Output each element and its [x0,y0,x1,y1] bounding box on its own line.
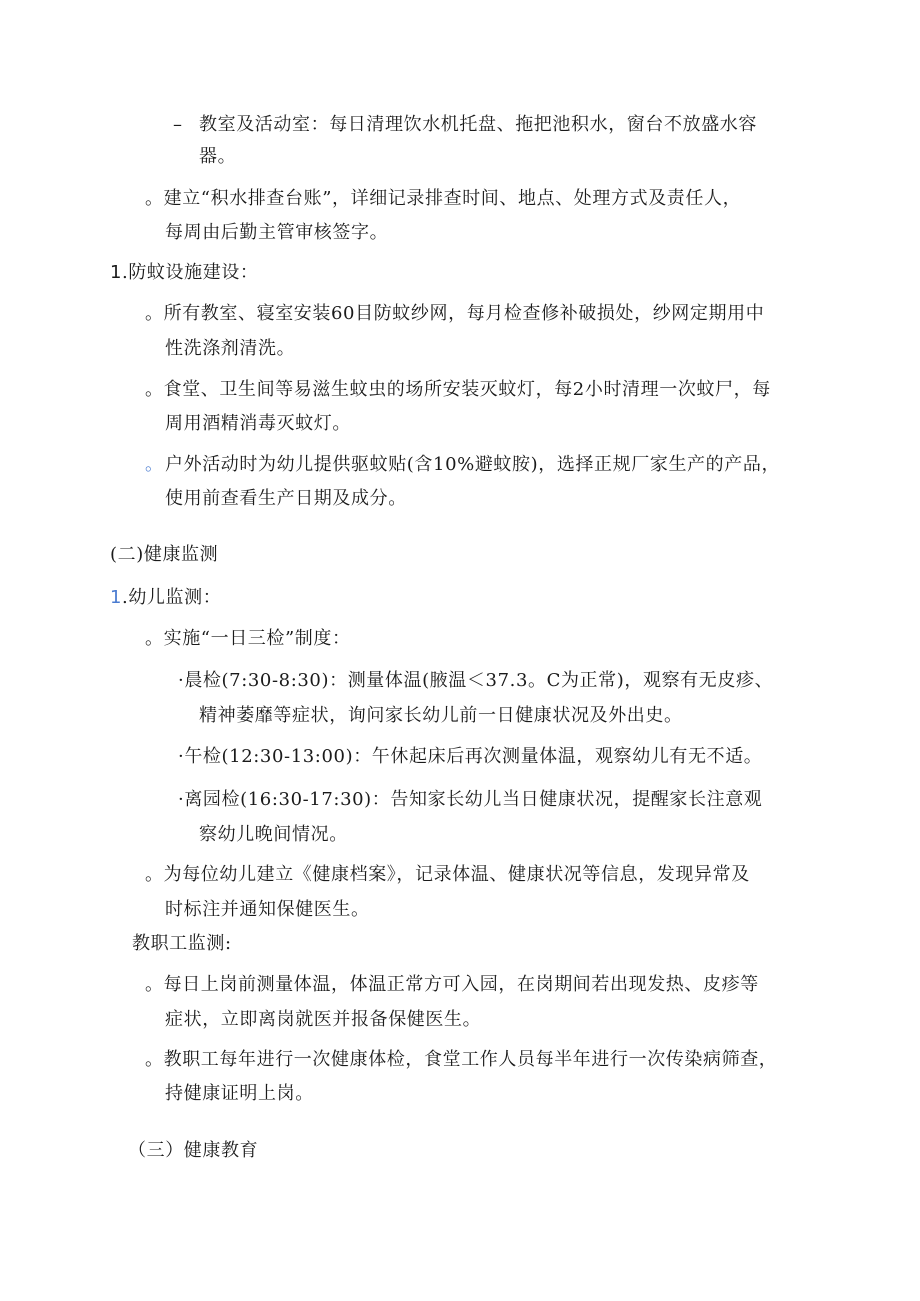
bullet-staff-checkup-cont: 持健康证明上岗。 [165,1083,314,1104]
check-morning-cont: 精神萎靡等症状，询问家长幼儿前一日健康状况及外出史。 [199,705,683,726]
paragraph-classroom-cont: 器。 [199,146,237,167]
bullet-health-record: 。为每位幼儿建立《健康档案》，记录体温、健康状况等信息，发现异常及 [145,864,750,885]
bullet-screen-net: 。所有教室、寝室安装60目防蚊纱网，每月检查修补破损处，纱网定期用中 [145,303,765,324]
bullet-screen-net-cont: 性洗涤剂清洗。 [165,338,296,359]
paragraph-ledger-cont: 每周由后勤主管审核签字。 [165,222,389,243]
heading-number: 1 [110,587,123,608]
section-title-health-education: （三）健康教育 [128,1140,259,1161]
bullet-repellent-cont: 使用前查看生产日期及成分。 [165,488,407,509]
heading-child-monitoring: .幼儿监测： [122,587,222,608]
bullet-repellent: 户外活动时为幼儿提供驱蚊贴(含10%避蚊胺)，选择正规厂家生产的产品， [165,454,781,475]
bullet-staff-temperature: 。每日上岗前测量体温，体温正常方可入园，在岗期间若出现发热、皮疹等 [145,974,759,995]
check-leaving-cont: 察幼儿晚间情况。 [199,824,348,845]
dash-marker: – [173,114,183,135]
heading-number: 1 [110,262,123,283]
section-title-health-monitoring: (二)健康监测 [110,544,219,565]
check-leaving: ·离园检(16:30-17:30)：告知家长幼儿当日健康状况，提醒家长注意观 [178,789,763,810]
heading-staff-monitoring: 教职工监测: [132,933,232,954]
paragraph-ledger: 。建立“积水排查台账”，详细记录排查时间、地点、处理方式及责任人， [145,188,742,209]
bullet-lamp: 。食堂、卫生间等易滋生蚊虫的场所安装灭蚊灯，每2小时清理一次蚊尸，每 [145,379,771,400]
heading-mosquito-facility: .防蚊设施建设： [122,262,259,283]
bullet-health-record-cont: 时标注并通知保健医生。 [165,899,370,920]
paragraph-classroom: 教室及活动室：每日清理饮水机托盘、拖把池积水，窗台不放盛水容 [199,114,757,135]
bullet-staff-temperature-cont: 症状，立即离岗就医并报备保健医生。 [165,1009,482,1030]
check-noon: ·午检(12:30-13:00)：午休起床后再次测量体温，观察幼儿有无不适。 [178,746,763,767]
bullet-marker: 。 [145,454,164,475]
bullet-lamp-cont: 周用酒精消毒灭蚊灯。 [165,413,351,434]
check-morning: ·晨检(7:30-8:30)：测量体温(腋温＜37.3。C为正常)，观察有无皮疹、 [178,670,774,691]
bullet-staff-checkup: 。教职工每年进行一次健康体检，食堂工作人员每半年进行一次传染病筛查， [145,1049,778,1070]
bullet-three-checks: 。实施“一日三检”制度： [145,628,351,649]
